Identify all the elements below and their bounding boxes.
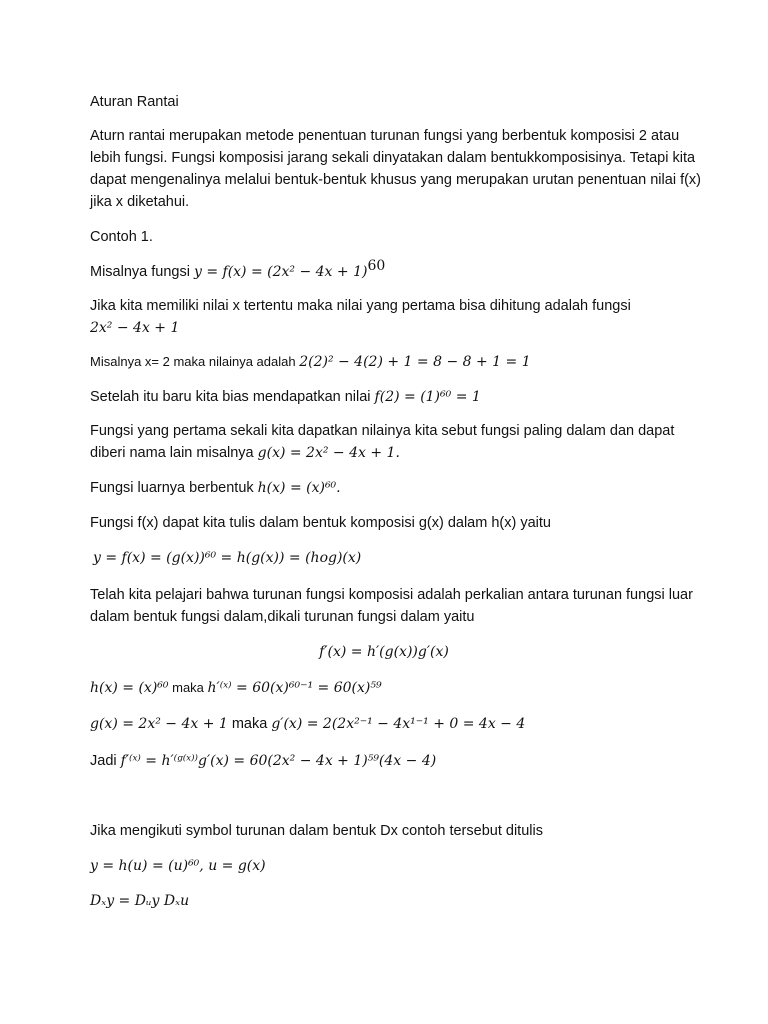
jika-text: Jika kita memiliki nilai x tertentu maka nilai yang pertama bisa dihitung adalah fungsi bbox=[90, 298, 631, 314]
misal-text: Misalnya fungsi bbox=[90, 264, 194, 280]
misal-exponent: 60 bbox=[367, 258, 386, 274]
composition-equation: y = f(x) = (g(x))⁶⁰ = h(g(x)) = (hog)(x) bbox=[93, 550, 362, 566]
h-maka: maka bbox=[168, 680, 208, 695]
intro-line-3: dapat mengenalinya melalui bentuk-bentuk khusus yang merupakan urutan penentuan nilai f(x) bbox=[90, 172, 702, 188]
jadi-equation: f′⁽ˣ⁾ = h′⁽ᵍ⁽ˣ⁾⁾g′(x) = 60(2x² − 4x + 1)⁵⁹(4x − 4) bbox=[120, 753, 437, 769]
dxy-equation: Dₓy = Dᵤy Dₓu bbox=[90, 893, 190, 909]
g-equation: g(x) = 2x² − 4x + 1 bbox=[90, 716, 228, 732]
telah-line-1: Telah kita pelajari bahwa turunan fungsi komposisi adalah perkalian antara turunan fungsi luar bbox=[90, 587, 693, 603]
intro-line-1: Aturn rantai merupakan metode penentuan turunan fungsi yang berbentuk komposisi 2 atau bbox=[90, 128, 680, 144]
g-maka: maka bbox=[227, 716, 272, 732]
telah-line-2: dalam bentuk fungsi dalam,dikali turunan fungsi dalam yaitu bbox=[90, 609, 475, 625]
fungsi-line-1: Fungsi yang pertama sekali kita dapatkan nilainya kita sebut fungsi paling dalam dan dapat bbox=[90, 423, 675, 439]
intro-line-4: jika x diketahui. bbox=[90, 194, 190, 210]
fx-text: Fungsi f(x) dapat kita tulis dalam bentuk komposisi g(x) dalam h(x) yaitu bbox=[90, 515, 551, 531]
fungsi-line-2 bbox=[90, 442, 400, 464]
h-equation: h(x) = (x)⁶⁰ bbox=[90, 680, 169, 696]
intro-line-2: lebih fungsi. Fungsi komposisi jarang sekali dinyatakan dalam bentukkomposisinya. Tetapi kita bbox=[90, 150, 696, 166]
h-derivative-line bbox=[90, 677, 382, 699]
luar-text: Fungsi luarnya berbentuk bbox=[90, 480, 258, 496]
jadi-line bbox=[90, 750, 436, 772]
x2-equation: 2(2)² − 4(2) + 1 = 8 − 8 + 1 = 1 bbox=[299, 354, 531, 370]
chain-rule-equation: f′(x) = h′(g(x))g′(x) bbox=[319, 644, 449, 660]
yh-equation: y = h(u) = (u)⁶⁰, u = g(x) bbox=[90, 858, 266, 874]
jadi-text: Jadi bbox=[90, 753, 121, 769]
setelah-line bbox=[90, 386, 481, 408]
g-derivative: g′(x) = 2(2x²⁻¹ − 4x¹⁻¹ + 0 = 4x − 4 bbox=[271, 716, 526, 732]
example-heading: Contoh 1. bbox=[90, 229, 153, 245]
x2-line bbox=[90, 351, 531, 373]
luar-line bbox=[90, 477, 341, 499]
misal-equation: y = f(x) = (2x² − 4x + 1) bbox=[193, 264, 368, 280]
setelah-equation: f(2) = (1)⁶⁰ = 1 bbox=[374, 389, 481, 405]
luar-equation: h(x) = (x)⁶⁰. bbox=[257, 480, 341, 496]
fungsi-equation: g(x) = 2x² − 4x + 1. bbox=[257, 445, 400, 461]
dx-text: Jika mengikuti symbol turunan dalam bentuk Dx contoh tersebut ditulis bbox=[90, 823, 543, 839]
h-derivative: h′⁽ˣ⁾ = 60(x)⁶⁰⁻¹ = 60(x)⁵⁹ bbox=[207, 680, 382, 696]
x2-text: Misalnya x= 2 maka nilainya adalah bbox=[90, 354, 300, 369]
jika-equation: 2x² − 4x + 1 bbox=[90, 320, 180, 336]
doc-title: Aturan Rantai bbox=[90, 94, 179, 110]
fungsi-text: diberi nama lain misalnya bbox=[90, 445, 258, 461]
g-derivative-line bbox=[90, 713, 525, 735]
misal-line bbox=[90, 258, 386, 283]
setelah-text: Setelah itu baru kita bias mendapatkan nilai bbox=[90, 389, 375, 405]
